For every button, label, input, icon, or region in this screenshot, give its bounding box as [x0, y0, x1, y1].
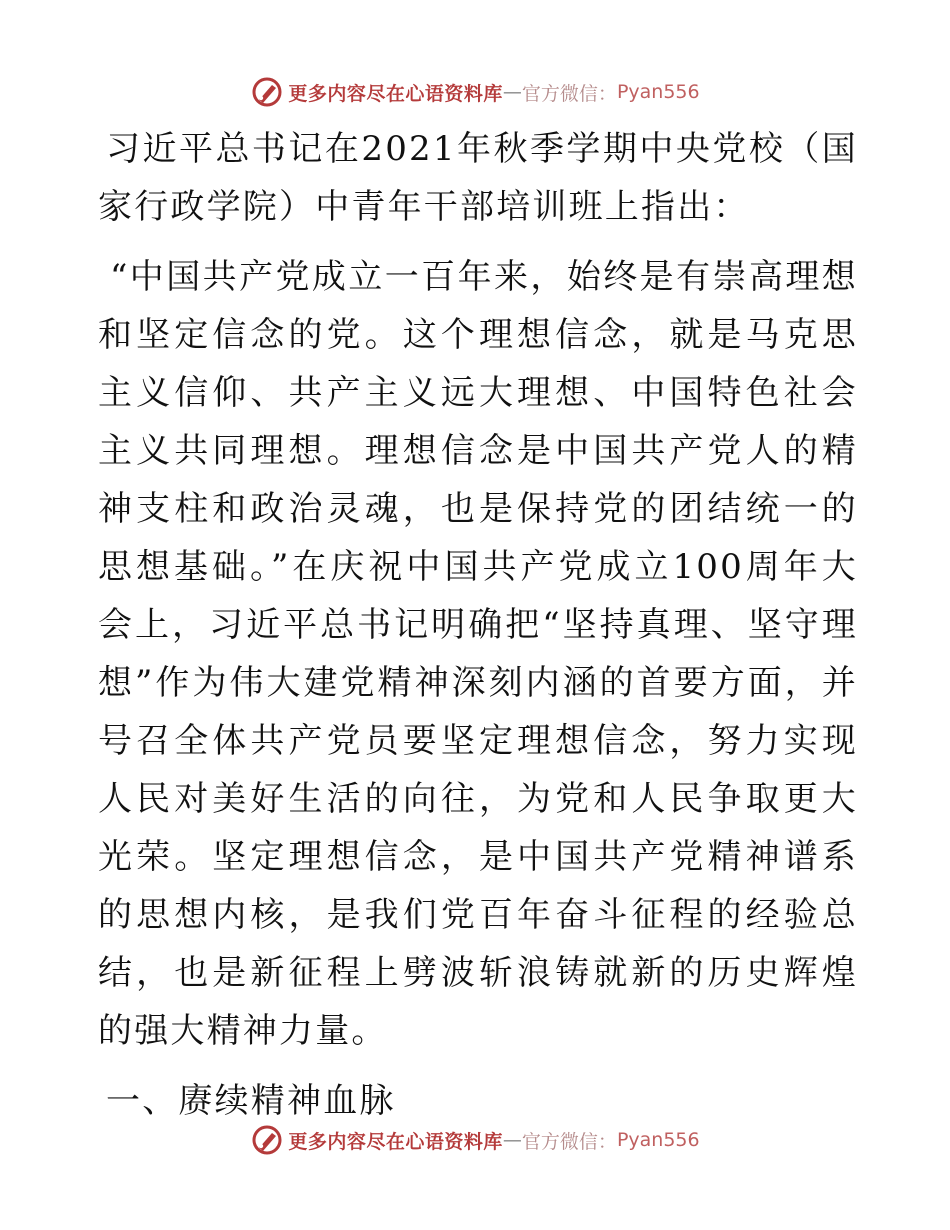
body-paragraph: “中国共产党成立一百年来，始终是有崇高理想和坚定信念的党。这个理想信念，就是马克思主义信仰、共产主义远大理想、中国特色社会主义共同理想。理想信念是中国共产党人的精神支柱和政治灵魂，也是保持党的团结统一的思想基础。”在庆祝中国共产党成立100周年大会上，习近平总书记明确把“坚持真理、坚守理想”作为伟大建党精神深刻内涵的首要方面，并号召全体共产党员要坚定理想信念，努力实现人民对美好生活的向往，为党和人民争取更大光荣。坚定理想信念，是中国共产党精神谱系的思想内核，是我们党百年奋斗征程的经验总结，也是新征程上劈波斩浪铸就新的历史辉煌的强大精神力量。 — [98, 257, 858, 1051]
document-body — [98, 120, 858, 1130]
footer-banner — [0, 1120, 950, 1160]
banner-main-text: 更多内容尽在心语资料库 — [288, 1130, 503, 1153]
banner-wechat-id: Pyan556 — [616, 1129, 700, 1151]
banner-wechat-label: 官方微信： — [521, 1130, 617, 1153]
section-heading: 一、赓续精神血脉 — [106, 1081, 396, 1121]
banner-wechat-id: Pyan556 — [616, 81, 700, 103]
pen-logo-icon — [250, 1123, 284, 1157]
banner-main-text: 更多内容尽在心语资料库 — [288, 82, 503, 105]
banner-wechat-label: 官方微信： — [521, 82, 617, 105]
pen-logo-icon — [250, 75, 284, 109]
intro-paragraph: 习近平总书记在2021年秋季学期中央党校（国家行政学院）中青年干部培训班上指出： — [98, 129, 858, 227]
banner-dash: — — [502, 1129, 522, 1151]
banner-dash: — — [502, 81, 522, 103]
header-banner — [0, 72, 950, 112]
